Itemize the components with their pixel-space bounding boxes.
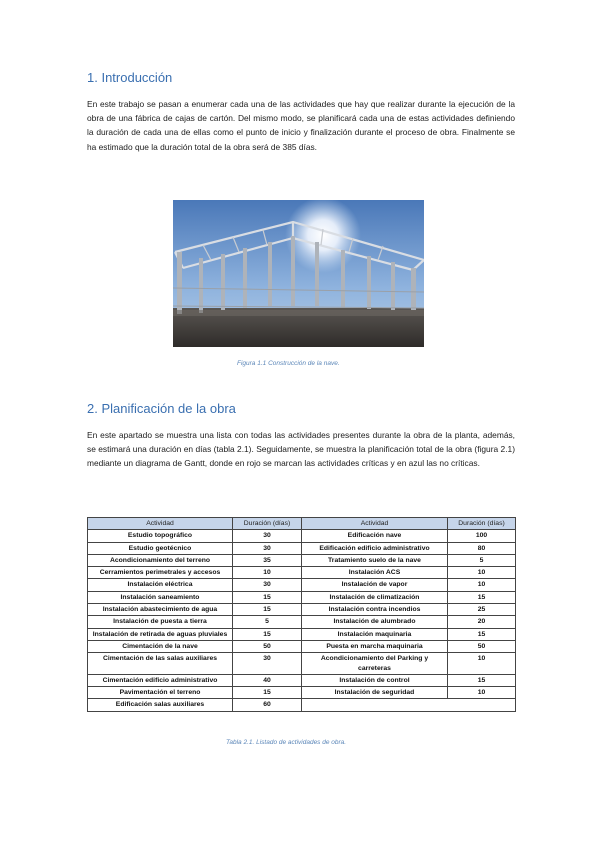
section-2-paragraph: En este apartado se muestra una lista con todas las actividades presentes durante la obra de la planta, además, se estimará una duración en días (tabla 2.1). Seguidamente, se muestra la planificación total de la obra (figura 2.1) mediante un diagrama de Gantt, donde en rojo se marcan las actividades críticas y en azul las no críticas. bbox=[87, 430, 515, 469]
duration-cell: 30 bbox=[233, 530, 302, 542]
duration-cell: 60 bbox=[233, 699, 302, 711]
table-header-row bbox=[88, 518, 516, 530]
table-row bbox=[88, 653, 516, 675]
activity-cell: Estudio topográfico bbox=[88, 530, 233, 542]
duration-cell: 15 bbox=[448, 674, 516, 686]
duration-cell: 40 bbox=[233, 674, 302, 686]
duration-cell: 15 bbox=[448, 628, 516, 640]
duration-cell: 20 bbox=[448, 616, 516, 628]
activity-cell: Instalación saneamiento bbox=[88, 591, 233, 603]
duration-cell: 80 bbox=[448, 542, 516, 554]
duration-cell: 50 bbox=[448, 640, 516, 652]
duration-cell: 50 bbox=[233, 640, 302, 652]
duration-cell: 10 bbox=[448, 687, 516, 699]
section-1-title: 1. Introducción bbox=[87, 70, 173, 85]
activity-cell: Edificación nave bbox=[302, 530, 448, 542]
activity-cell: Instalación de retirada de aguas pluviales bbox=[88, 628, 233, 640]
activity-cell: Instalación de vapor bbox=[302, 579, 448, 591]
construction-photo bbox=[173, 200, 424, 347]
duration-cell: 10 bbox=[233, 567, 302, 579]
section-2-title: 2. Planificación de la obra bbox=[87, 401, 236, 416]
duration-cell: 15 bbox=[233, 591, 302, 603]
duration-cell: 25 bbox=[448, 604, 516, 616]
activity-cell: Acondicionamiento del Parking y carreteras bbox=[302, 653, 448, 675]
duration-cell: 15 bbox=[233, 604, 302, 616]
duration-cell: 5 bbox=[448, 554, 516, 566]
activity-cell: Edificación salas auxiliares bbox=[88, 699, 233, 711]
activity-cell: Pavimentación el terreno bbox=[88, 687, 233, 699]
activity-cell: Cimentación edificio administrativo bbox=[88, 674, 233, 686]
header-activity: Actividad bbox=[302, 518, 448, 530]
table-row bbox=[88, 567, 516, 579]
header-duration: Duración (días) bbox=[233, 518, 302, 530]
activity-cell: Puesta en marcha maquinaria bbox=[302, 640, 448, 652]
activity-cell: Instalación de seguridad bbox=[302, 687, 448, 699]
header-activity: Actividad bbox=[88, 518, 233, 530]
activity-cell: Instalación de climatización bbox=[302, 591, 448, 603]
table-row bbox=[88, 554, 516, 566]
duration-cell: 15 bbox=[233, 687, 302, 699]
activity-cell: Instalación maquinaria bbox=[302, 628, 448, 640]
table-row bbox=[88, 640, 516, 652]
duration-cell: 5 bbox=[233, 616, 302, 628]
duration-cell: 30 bbox=[233, 542, 302, 554]
header-duration: Duración (días) bbox=[448, 518, 516, 530]
activity-cell: Instalación de puesta a tierra bbox=[88, 616, 233, 628]
table-row bbox=[88, 674, 516, 686]
duration-cell: 30 bbox=[233, 579, 302, 591]
table-row bbox=[88, 699, 516, 711]
activity-cell: Estudio geotécnico bbox=[88, 542, 233, 554]
activity-cell: Cimentación de la nave bbox=[88, 640, 233, 652]
activity-cell: Acondicionamiento del terreno bbox=[88, 554, 233, 566]
duration-cell: 10 bbox=[448, 653, 516, 675]
table-row bbox=[88, 591, 516, 603]
table-row bbox=[88, 542, 516, 554]
section-1-paragraph: En este trabajo se pasan a enumerar cada una de las actividades que hay que realizar durante la ejecución de la obra de una fábrica de cajas de cartón. Del mismo modo, se planificará cada una de estas actividades definiendo la duración de cada una de ellas como el punto de inicio y finalización durante el proceso de obra. Finalmente se ha estimado que la duración total de la obra será de 385 días. bbox=[87, 99, 515, 152]
table-row bbox=[88, 687, 516, 699]
table-row bbox=[88, 530, 516, 542]
activity-cell: Instalación de control bbox=[302, 674, 448, 686]
table-row bbox=[88, 604, 516, 616]
duration-cell: 15 bbox=[448, 591, 516, 603]
activity-cell: Cimentación de las salas auxiliares bbox=[88, 653, 233, 675]
table-caption: Tabla 2.1. Listado de actividades de obra. bbox=[226, 739, 347, 746]
activity-cell: Instalación eléctrica bbox=[88, 579, 233, 591]
activity-cell: Instalación ACS bbox=[302, 567, 448, 579]
activity-cell: Edificación edificio administrativo bbox=[302, 542, 448, 554]
activity-cell: Instalación de alumbrado bbox=[302, 616, 448, 628]
activity-cell: Tratamiento suelo de la nave bbox=[302, 554, 448, 566]
duration-cell: 10 bbox=[448, 567, 516, 579]
duration-cell: 10 bbox=[448, 579, 516, 591]
duration-cell: 35 bbox=[233, 554, 302, 566]
empty-cell bbox=[302, 699, 516, 711]
duration-cell: 100 bbox=[448, 530, 516, 542]
activity-cell: Instalación contra incendios bbox=[302, 604, 448, 616]
activity-cell: Instalación abastecimiento de agua bbox=[88, 604, 233, 616]
duration-cell: 30 bbox=[233, 653, 302, 675]
activities-table bbox=[87, 517, 516, 712]
duration-cell: 15 bbox=[233, 628, 302, 640]
figure-caption: Figura 1.1 Construcción de la nave. bbox=[237, 360, 340, 367]
table-row bbox=[88, 628, 516, 640]
table-row bbox=[88, 616, 516, 628]
activity-cell: Cerramientos perimetrales y accesos bbox=[88, 567, 233, 579]
table-row bbox=[88, 579, 516, 591]
